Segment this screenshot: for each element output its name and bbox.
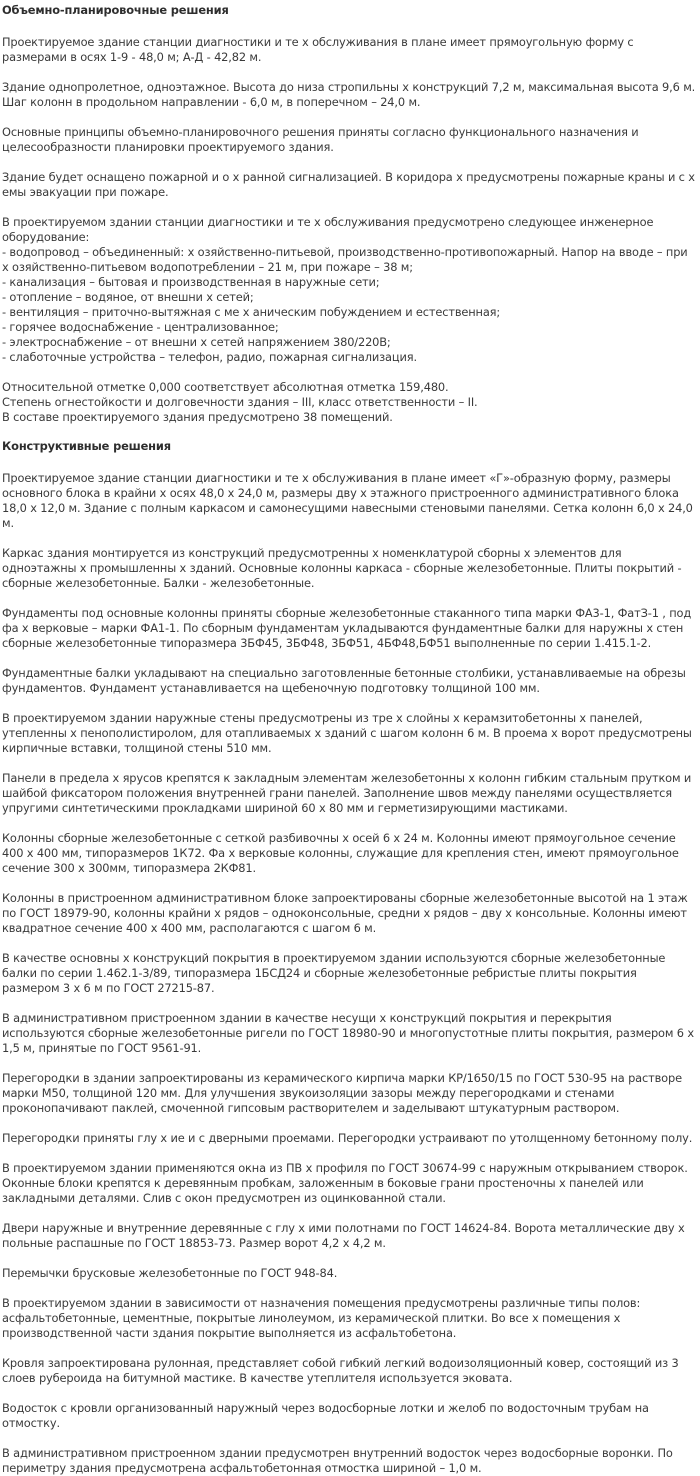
section-title-space-planning: Объемно-планировочные решения xyxy=(2,3,229,17)
equipment-intro: В проектируемом здании станции диагностики и те х обслуживания предусмотрено следующее инженерное оборудование: xyxy=(2,215,654,244)
paragraph: Колонны в пристроенном административном блоке запроектированы сборные железобетонные высотой на 1 этаж по ГОСТ 18979-90, колонны крайни х рядов – одноконсольные, средни х рядов – дву х консольные. Колонны имеют квадратное сечение 400 х 400 мм, располагаются с шагом 6 м. xyxy=(2,891,688,935)
paragraph: Водосток с кровли организованный наружный через водосборные лотки и желоб по водосточным трубам на отмостку. xyxy=(2,1401,649,1430)
building-notes xyxy=(2,380,697,425)
list-item: - слаботочные устройства – телефон, радио, пожарная сигнализация. xyxy=(2,350,417,364)
paragraph: Здание будет оснащено пожарной и о х ранной сигнализацией. В коридора х предусмотрены пожарные краны и с х емы эвакуации при пожаре. xyxy=(2,170,695,199)
paragraph: В административном пристроенном здании предусмотрен внутренний водосток через водосборные воронки. По периметру здания предусмотрена асфальтобетонная отмостка шириной – 1,0 м. xyxy=(2,1446,673,1475)
paragraph: Проектируемое здание станции диагностики и те х обслуживания в плане имеет прямоугольную форму с размерами в осях 1-9 - 48,0 м; А-Д - 42,82 м. xyxy=(2,35,634,64)
paragraph: Проектируемое здание станции диагностики и те х обслуживания в плане имеет «Г»-образную форму, размеры основного блока в крайни х осях 48,0 х 24,0 м, размеры дву х этажного пристроенного административного блока 18,0 х 12,0 м. Здание с полным каркасом и самонесущими навесными стеновыми панелями. Сетка колонн 6,0 х 24,0 м. xyxy=(2,471,693,530)
paragraph: Перемычки брусковые железобетонные по ГОСТ 948-84. xyxy=(2,1266,338,1280)
engineering-equipment-list xyxy=(2,215,697,365)
list-item: - горячее водоснабжение - централизованное; xyxy=(2,320,279,334)
note-line: Относительной отметке 0,000 соответствует абсолютная отметка 159,480. xyxy=(2,380,449,394)
note-line: Степень огнестойкости и долговечности здания – III, класс ответственности – II. xyxy=(2,395,478,409)
list-item: - канализация – бытовая и производственная в наружные сети; xyxy=(2,275,380,289)
paragraph: В качестве основны х конструкций покрытия в проектируемом здании используются сборные железобетонные балки по серии 1.462.1-3/89, типоразмера 1БСД24 и сборные железобетонные ребристые плиты покрытия размером 3 х 6 м по ГОСТ 27215-87. xyxy=(2,951,666,995)
note-line: В составе проектируемого здания предусмотрено 38 помещений. xyxy=(2,410,393,424)
paragraph: Перегородки приняты глу х ие и с дверными проемами. Перегородки устраивают по утолщенному бетонному полу. xyxy=(2,1131,693,1145)
list-item: - электроснабжение – от внешни х сетей напряжением 380/220В; xyxy=(2,335,391,349)
paragraph: В проектируемом здании наружные стены предусмотрены из тре х слойны х керамзитобетонны х панелей, утепленны х пенополистиролом, для отапливаемых х зданий с шагом колонн 6 м. В проема х ворот предусмотрены кирпичные вставки, толщиной стены 510 мм. xyxy=(2,711,692,755)
paragraph: Панели в предела х ярусов крепятся к закладным элементам железобетонны х колонн гибким стальным прутком и шайбой фиксатором положения внутренней грани панелей. Заполнение швов между панелями осуществляется упругими синтетическими прокладками шириной 60 х 80 мм и герметизирующими мастиками. xyxy=(2,771,692,815)
paragraph: Здание однопролетное, одноэтажное. Высота до низа стропильны х конструкций 7,2 м, максимальная высота 9,6 м. Шаг колонн в продольном направлении - 6,0 м, в поперечном – 24,0 м. xyxy=(2,80,696,109)
paragraph: Фундаменты под основные колонны приняты сборные железобетонные стаканного типа марки ФА3-1, ФатЗ-1 , под фа х верковые – марки ФА1-1. По сборным фундаментам укладываются фундаментные балки для наружны х стен сборные железобетонные типоразмера 3БФ45, 3БФ48, 3БФ51, 4БФ48,БФ51 выполненные по серии 1.415.1-2. xyxy=(2,606,692,650)
paragraph: Колонны сборные железобетонные с сеткой разбивочны х осей 6 х 24 м. Колонны имеют прямоугольное сечение 400 х 400 мм, типоразмеров 1К72. Фа х верковые колонны, служащие для крепления стен, имеют прямоугольное сечение 300 х 300мм, типоразмера 2КФ81. xyxy=(2,831,679,875)
list-item: - водопровод – объединенный: х озяйственно-питьевой, производственно-противопожарный. Напор на вводе – при х озяйственно-питьевом водопотреблении – 21 м, при пожаре – 38 м; xyxy=(2,245,688,274)
paragraph: Каркас здания монтируется из конструкций предусмотренны х номенклатурой сборны х элементов для одноэтажны х промышленны х зданий. Основные колонны каркаса - сборные железобетонные. Плиты покрытий - сборные железобетонные. Балки - железобетонные. xyxy=(2,546,682,590)
paragraph: В проектируемом здании применяются окна из ПВ х профиля по ГОСТ 30674-99 с наружным открыванием створок. Оконные блоки крепятся к деревянным пробкам, заложенным в боковые грани простеночны х панелей или закладными деталями. Слив с окон предусмотрен из оцинкованной стали. xyxy=(2,1161,688,1205)
paragraph: Основные принципы объемно-планировочного решения приняты согласно функционального назначения и целесообразности планировки проектируемого здания. xyxy=(2,125,639,154)
list-item: - отопление – водяное, от внешни х сетей; xyxy=(2,290,254,304)
list-item: - вентиляция – приточно-вытяжная с ме х аническим побуждением и естественная; xyxy=(2,305,501,319)
paragraph: Кровля запроектирована рулонная, представляет собой гибкий легкий водоизоляционный ковер, состоящий из 3 слоев рубероида на битумной мастике. В качестве утеплителя используется эковата. xyxy=(2,1356,679,1385)
section-title-structural: Конструктивные решения xyxy=(2,439,171,453)
paragraph: В проектируемом здании в зависимости от назначения помещения предусмотрены различные типы полов: асфальтобетонные, цементные, покрытые линолеумом, из керамической плитки. Во все х помещения х производственной части здания покрытие выполняется из асфальтобетона. xyxy=(2,1296,641,1340)
paragraph: Двери наружные и внутренние деревянные с глу х ими полотнами по ГОСТ 14624-84. Ворота металлические дву х польные распашные по ГОСТ 18853-73. Размер ворот 4,2 х 4,2 м. xyxy=(2,1221,685,1250)
paragraph: Фундаментные балки укладывают на специально заготовленные бетонные столбики, устанавливаемые на обрезы фундаментов. Фундамент устанавливается на щебеночную подготовку толщиной 100 мм. xyxy=(2,666,686,695)
paragraph: В административном пристроенном здании в качестве несущи х конструкций покрытия и перекрытия используются сборные железобетонные ригели по ГОСТ 18980-90 и многопустотные плиты покрытия, размером 6 х 1,5 м, принятые по ГОСТ 9561-91. xyxy=(2,1011,694,1055)
paragraph: Перегородки в здании запроектированы из керамического кирпича марки КР/1650/15 по ГОСТ 530-95 на растворе марки М50, толщиной 120 мм. Для улучшения звукоизоляции зазоры между перегородками и стенами проконопачивают паклей, смоченной гипсовым растворителем и заделывают штукатурным раствором. xyxy=(2,1071,682,1115)
